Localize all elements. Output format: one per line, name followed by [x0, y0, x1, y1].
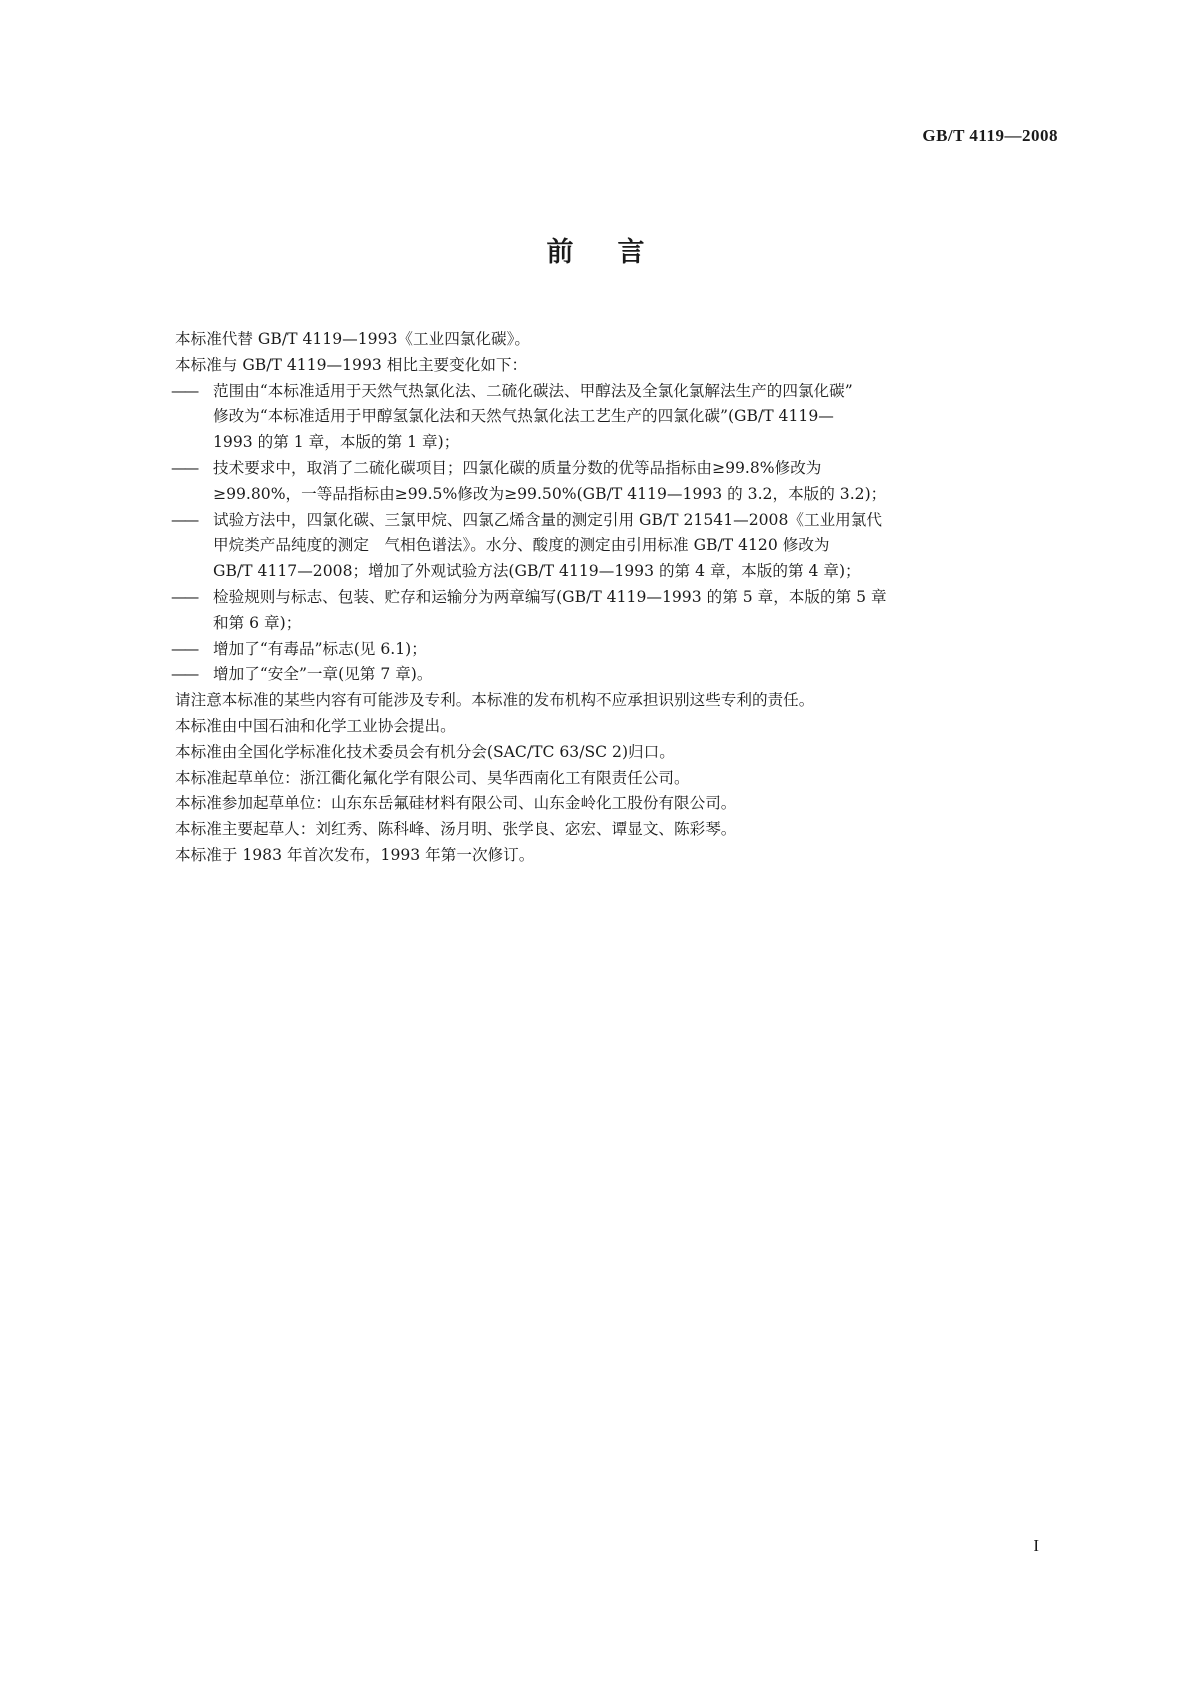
- item-dash: ——: [171, 639, 197, 658]
- item-line: GB/T 4117—2008；增加了外观试验方法(GB/T 4119—1993 的第 4 章，本版的第 4 章)；: [213, 562, 861, 581]
- page-title: 前言: [546, 237, 689, 268]
- change-item: [171, 508, 1055, 585]
- item-line: 范围由“本标准适用于天然气热氯化法、二硫化碳法、甲醇法及全氯化氯解法生产的四氯化碳”: [213, 381, 853, 400]
- item-line: 增加了“有毒品”标志(见 6.1)；: [213, 639, 427, 658]
- paragraph: 本标准由全国化学标准化技术委员会有机分会(SAC/TC 63/SC 2)归口。: [175, 742, 675, 761]
- paragraph: 本标准于 1983 年首次发布，1993 年第一次修订。: [175, 845, 535, 864]
- item-line: 技术要求中，取消了二硫化碳项目；四氯化碳的质量分数的优等品指标由≥99.8%修改为: [213, 458, 822, 477]
- item-line: 和第 6 章)；: [213, 613, 302, 632]
- standard-number: GB/T 4119—2008: [922, 126, 1058, 145]
- item-dash: ——: [171, 458, 197, 477]
- item-line: 试验方法中，四氯化碳、三氯甲烷、四氯乙烯含量的测定引用 GB/T 21541—2008《工业用氯代: [213, 510, 882, 529]
- item-line: 增加了“安全”一章(见第 7 章)。: [213, 665, 433, 684]
- paragraph: 本标准主要起草人：刘红秀、陈科峰、汤月明、张学良、宓宏、谭显文、陈彩琴。: [175, 820, 737, 839]
- change-item: [171, 637, 1055, 663]
- paragraph: 本标准与 GB/T 4119—1993 相比主要变化如下：: [175, 355, 528, 374]
- page-number: I: [1033, 1536, 1039, 1555]
- item-line: 修改为“本标准适用于甲醇氢氯化法和天然气热氯化法工艺生产的四氯化碳”(GB/T 4119—: [213, 407, 834, 426]
- item-line: 甲烷类产品纯度的测定 气相色谱法》。水分、酸度的测定由引用标准 GB/T 4120 修改为: [213, 536, 830, 555]
- item-dash: ——: [171, 665, 197, 684]
- item-line: ≥99.80%，一等品指标由≥99.5%修改为≥99.50%(GB/T 4119—1993 的 3.2，本版的 3.2)；: [213, 484, 887, 503]
- change-item: [171, 585, 1055, 637]
- paragraph: 本标准起草单位：浙江衢化氟化学有限公司、昊华西南化工有限责任公司。: [175, 768, 690, 787]
- item-dash: ——: [171, 587, 197, 606]
- change-item: [171, 456, 1055, 508]
- item-dash: ——: [171, 381, 197, 400]
- paragraph: 本标准参加起草单位：山东东岳氟硅材料有限公司、山东金岭化工股份有限公司。: [175, 794, 737, 813]
- paragraph: 请注意本标准的某些内容有可能涉及专利。本标准的发布机构不应承担识别这些专利的责任。: [175, 691, 815, 710]
- change-item: [171, 662, 1055, 688]
- item-dash: ——: [171, 510, 197, 529]
- paragraph: 本标准代替 GB/T 4119—1993《工业四氯化碳》。: [175, 330, 530, 348]
- item-line: 检验规则与标志、包装、贮存和运输分为两章编写(GB/T 4119—1993 的第 5 章，本版的第 5 章: [213, 587, 887, 606]
- paragraph: 本标准由中国石油和化学工业协会提出。: [175, 716, 456, 735]
- change-item: [171, 379, 1055, 456]
- item-line: 1993 的第 1 章，本版的第 1 章)；: [213, 433, 460, 452]
- document-body: [171, 327, 1055, 869]
